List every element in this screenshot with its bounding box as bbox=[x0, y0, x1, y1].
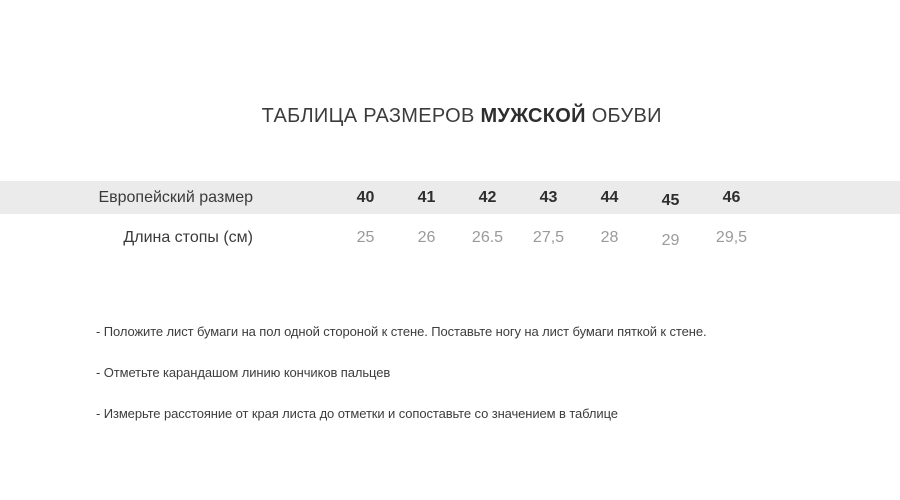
foot-length-cell: 29 bbox=[661, 232, 680, 249]
instruction-item: - Положите лист бумаги на пол одной стороной к стене. Поставьте ногу на лист бумаги пяткой к стене. bbox=[96, 324, 707, 339]
foot-length-cells bbox=[335, 229, 762, 247]
instruction-item: - Отметьте карандашом линию кончиков пальцев bbox=[96, 365, 391, 380]
row-label-foot-length: Длина стопы (см) bbox=[123, 229, 253, 246]
eu-size-cells bbox=[335, 189, 762, 207]
eu-size-cell: 41 bbox=[417, 188, 436, 206]
eu-size-cell: 40 bbox=[356, 188, 375, 206]
foot-length-cell: 26 bbox=[417, 229, 436, 246]
page-title bbox=[0, 82, 900, 151]
foot-length-cell: 25 bbox=[356, 229, 375, 246]
row-label-eu-size: Европейский размер bbox=[98, 188, 253, 206]
eu-size-cell: 42 bbox=[478, 188, 497, 206]
eu-size-cell: 43 bbox=[539, 188, 558, 206]
page-title-suffix: ОБУВИ bbox=[585, 105, 662, 127]
eu-size-cell: 45 bbox=[661, 191, 680, 209]
foot-length-cell: 29,5 bbox=[715, 229, 748, 246]
page-title-prefix: ТАБЛИЦА РАЗМЕРОВ bbox=[261, 105, 481, 127]
measuring-instructions bbox=[96, 324, 706, 421]
eu-size-cell: 44 bbox=[600, 188, 619, 206]
foot-length-cell: 26.5 bbox=[471, 229, 504, 246]
instruction-item: - Измерьте расстояние от края листа до отметки и сопоставьте со значением в таблице bbox=[96, 406, 618, 421]
eu-size-cell: 46 bbox=[722, 188, 741, 206]
table-row-eu-sizes bbox=[0, 181, 900, 214]
foot-length-cell: 28 bbox=[600, 229, 619, 246]
foot-length-cell: 27,5 bbox=[532, 229, 565, 246]
table-row-foot-lengths bbox=[0, 214, 900, 262]
page-title-highlight: МУЖСКОЙ bbox=[480, 105, 586, 127]
